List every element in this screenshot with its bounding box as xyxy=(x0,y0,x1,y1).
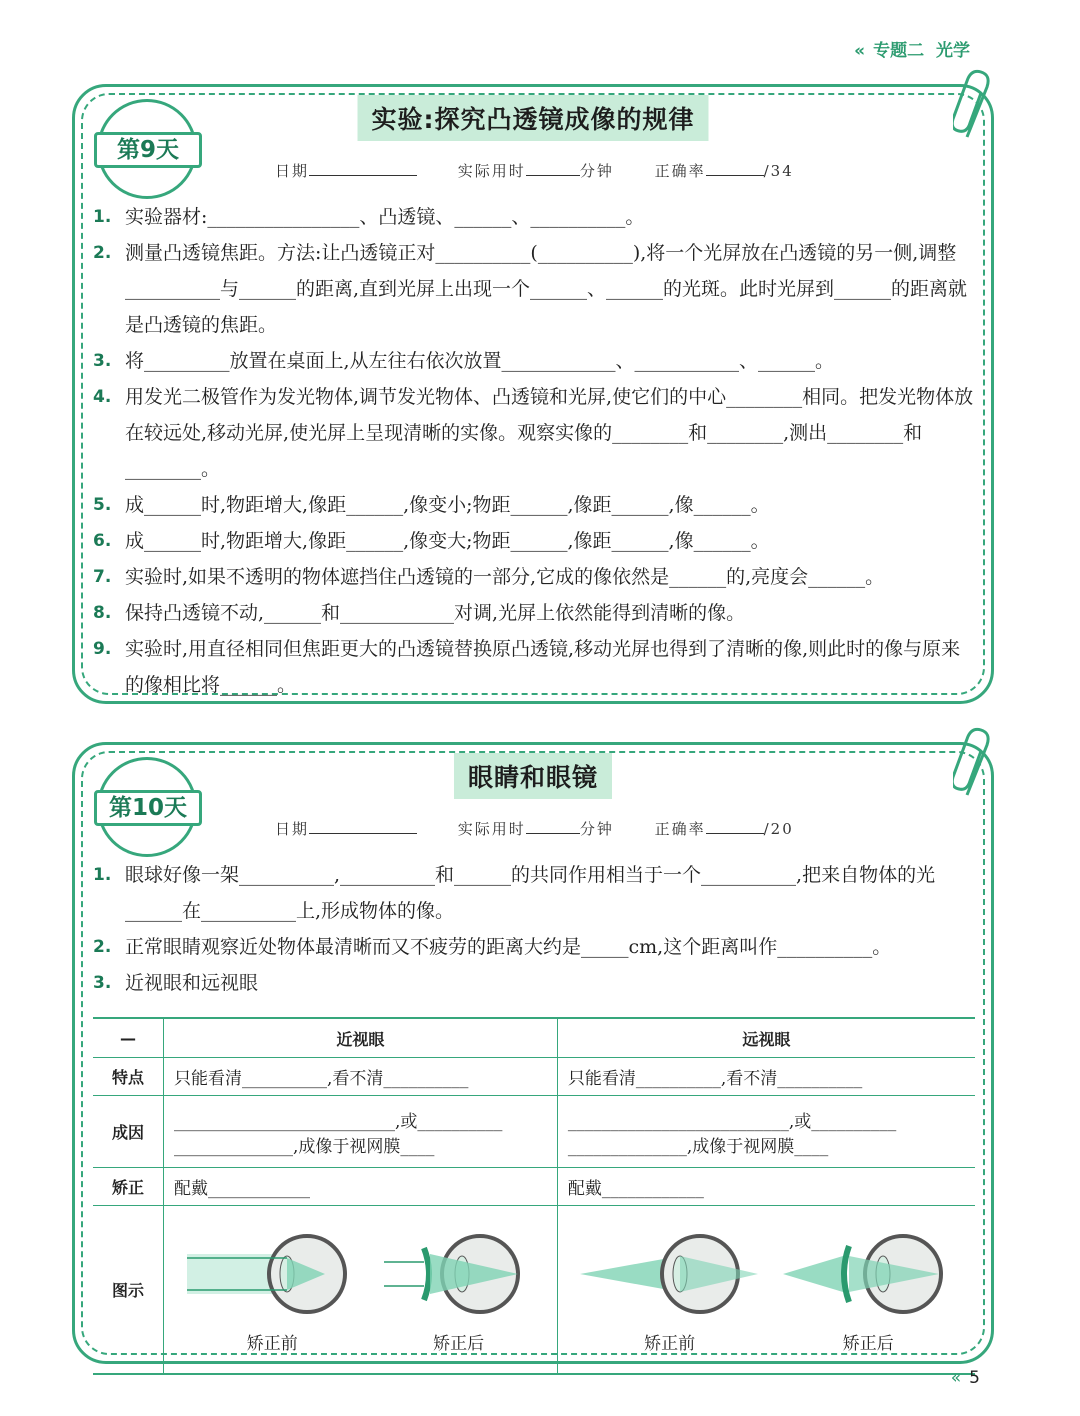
question-item: 2. 测量凸透镜焦距。方法:让凸透镜正对__________(__________),将一个光屏放在凸透镜的另一侧,调整__________与______的距离,直到光屏上出现一个______、______的光斑。此时光屏到______的距离就是凸透镜的焦距。 xyxy=(93,242,968,336)
row-label-feature: 特点 xyxy=(93,1058,164,1096)
section-header xyxy=(854,36,970,61)
question-list xyxy=(93,857,975,1001)
question-item: 8. 保持凸透镜不动,______和____________对调,光屏上依然能得到清晰的像。 xyxy=(93,602,746,624)
question-item: 3. 将_________放置在桌面上,从左往右依次放置____________、___________、______。 xyxy=(93,350,835,372)
question-item: 6. 成______时,物距增大,像距______,像变大;物距______,像距______,像______。 xyxy=(93,530,770,552)
progress-fields xyxy=(275,159,794,181)
table-row xyxy=(93,1168,975,1206)
question-item: 1. 眼球好像一架__________,__________和______的共同作用相当于一个__________,把来自物体的光______在__________上,形成物体的像。 xyxy=(93,864,936,922)
question-item: 4. 用发光二极管作为发光物体,调节发光物体、凸透镜和光屏,使它们的中心________相同。把发光物体放在较远处,移动光屏,使光屏上呈现清晰的实像。观察实像的________和________,测出________和________。 xyxy=(93,386,974,480)
table-row xyxy=(93,1058,975,1096)
lesson-title: 眼睛和眼镜 xyxy=(454,753,612,799)
table-header-row xyxy=(93,1018,975,1058)
lesson-title: 实验:探究凸透镜成像的规律 xyxy=(358,95,709,141)
day9-card xyxy=(72,84,994,704)
eye-diagram-icon xyxy=(580,1224,760,1324)
hyperopia-before-diagram: 矫正前 xyxy=(580,1224,760,1354)
row-label-correction: 矫正 xyxy=(93,1168,164,1206)
page-number: « 5 xyxy=(950,1368,980,1388)
myopia-diagrams xyxy=(164,1206,558,1374)
accuracy-field[interactable] xyxy=(706,159,764,176)
time-label: 实际用时 xyxy=(457,820,526,838)
time-label: 实际用时 xyxy=(457,162,526,180)
hyperopia-cause[interactable]: __________________________,或__________ ______________,成像于视网膜____ xyxy=(557,1096,975,1168)
myopia-before-diagram: 矫正前 xyxy=(187,1224,357,1354)
hyperopia-feature[interactable]: 只能看清__________,看不清__________ xyxy=(557,1058,975,1096)
hyperopia-correction[interactable]: 配戴____________ xyxy=(557,1168,975,1206)
section-name: 专题二 xyxy=(873,41,925,61)
table-row xyxy=(93,1206,975,1374)
time-field[interactable] xyxy=(526,159,580,176)
time-unit: 分钟 xyxy=(579,820,614,838)
day10-card xyxy=(72,742,994,1364)
myopia-cause[interactable]: __________________________,或__________ ______________,成像于视网膜____ xyxy=(164,1096,558,1168)
question-item: 2. 正常眼睛观察近处物体最清晰而又不疲劳的距离大约是_____cm,这个距离叫作__________。 xyxy=(93,936,892,958)
date-field[interactable] xyxy=(309,159,417,176)
time-unit: 分钟 xyxy=(579,162,614,180)
progress-fields xyxy=(275,817,794,839)
date-label: 日期 xyxy=(275,820,310,838)
paperclip-icon xyxy=(953,725,995,799)
subject-name: 光学 xyxy=(936,41,970,61)
accuracy-total: /34 xyxy=(763,162,794,180)
chevron-icon: « xyxy=(950,1368,962,1388)
day-badge xyxy=(97,757,197,857)
time-field[interactable] xyxy=(526,817,580,834)
accuracy-label: 正确率 xyxy=(654,162,706,180)
accuracy-label: 正确率 xyxy=(654,820,706,838)
myopia-header: 近视眼 xyxy=(164,1018,558,1058)
day-badge xyxy=(97,99,197,199)
question-item: 1. 实验器材:________________、凸透镜、______、__________。 xyxy=(93,206,645,228)
accuracy-total: /20 xyxy=(763,820,794,838)
row-label-cause: 成因 xyxy=(93,1096,164,1168)
hyperopia-after-diagram: 矫正后 xyxy=(783,1224,953,1354)
myopia-after-diagram: 矫正后 xyxy=(384,1224,534,1354)
chevron-icon: « xyxy=(854,41,866,61)
question-item: 3. 近视眼和远视眼 xyxy=(93,972,259,994)
hyperopia-header: 远视眼 xyxy=(557,1018,975,1058)
eye-diagram-icon xyxy=(384,1224,534,1324)
accuracy-field[interactable] xyxy=(706,817,764,834)
hyperopia-diagrams xyxy=(557,1206,975,1374)
eye-comparison-table xyxy=(93,1017,975,1375)
day-label: 第9天 xyxy=(94,132,202,168)
table-row xyxy=(93,1096,975,1168)
paperclip-icon xyxy=(953,67,995,141)
date-label: 日期 xyxy=(275,162,310,180)
eye-diagram-icon xyxy=(187,1224,357,1324)
row-label-diagram: 图示 xyxy=(93,1206,164,1374)
myopia-correction[interactable]: 配戴____________ xyxy=(164,1168,558,1206)
question-item: 7. 实验时,如果不透明的物体遮挡住凸透镜的一部分,它成的像依然是______的,亮度会______。 xyxy=(93,566,885,588)
eye-diagram-icon xyxy=(783,1224,953,1324)
question-list xyxy=(93,199,975,703)
day-label: 第10天 xyxy=(94,790,202,826)
date-field[interactable] xyxy=(309,817,417,834)
myopia-feature[interactable]: 只能看清__________,看不清__________ xyxy=(164,1058,558,1096)
corner-cell: — xyxy=(93,1018,164,1058)
question-item: 9. 实验时,用直径相同但焦距更大的凸透镜替换原凸透镜,移动光屏也得到了清晰的像,则此时的像与原来的像相比将______。 xyxy=(93,638,961,696)
question-item: 5. 成______时,物距增大,像距______,像变小;物距______,像距______,像______。 xyxy=(93,494,770,516)
